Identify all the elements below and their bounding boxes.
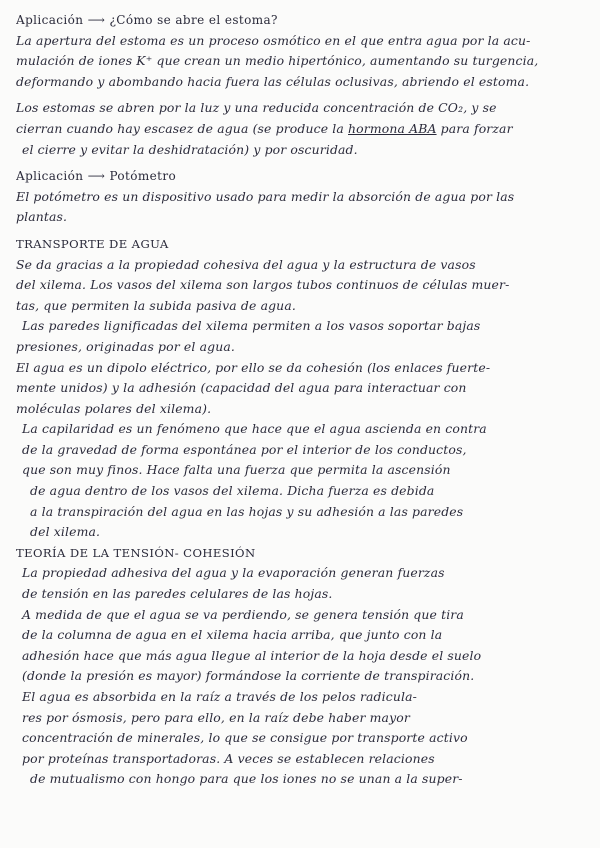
text-line: del xilema. bbox=[30, 524, 101, 540]
text-line: Los estomas se abren por la luz y una reducida concentración de CO₂, y se bbox=[16, 100, 497, 116]
text-line: deformando y abombando hacia fuera las células oclusivas, abriendo el estoma. bbox=[16, 73, 530, 89]
section-heading: Aplicación ⟶ Potómetro bbox=[16, 169, 177, 184]
text-line: de la columna de agua en el xilema hacia arriba, que junto con la bbox=[22, 627, 443, 643]
text-line: del xilema. Los vasos del xilema son largos tubos continuos de células muer- bbox=[16, 277, 510, 293]
section-heading: Aplicación ⟶ ¿Cómo se abre el estoma? bbox=[16, 13, 278, 27]
section-heading: TEORÍA DE LA TENSIÓN- COHESIÓN bbox=[16, 545, 256, 560]
text-line: A medida de que el agua se va perdiendo, se genera tensión que tira bbox=[22, 606, 464, 622]
text-line: (donde la presión es mayor) formándose la corriente de transpiración. bbox=[22, 668, 475, 684]
text-line: Las paredes lignificadas del xilema permiten a los vasos soportar bajas bbox=[22, 318, 481, 334]
text-line: de mutualismo con hongo para que los iones no se unan a la super- bbox=[30, 771, 463, 787]
text-line: concentración de minerales, lo que se consigue por transporte activo bbox=[22, 730, 468, 746]
text-line: de tensión en las paredes celulares de las hojas. bbox=[22, 586, 333, 602]
text-line: Se da gracias a la propiedad cohesiva del agua y la estructura de vasos bbox=[16, 256, 476, 272]
text-line: de la gravedad de forma espontánea por el interior de los conductos, bbox=[22, 441, 467, 457]
text-line: adhesión hace que más agua llegue al interior de la hoja desde el suelo bbox=[22, 647, 482, 663]
text-line: La propiedad adhesiva del agua y la evaporación generan fuerzas bbox=[22, 565, 445, 581]
text-line: moléculas polares del xilema). bbox=[16, 400, 212, 416]
text-line: La apertura del estoma es un proceso osmótico en el que entra agua por la acu- bbox=[16, 32, 531, 48]
text-line: mulación de iones K⁺ que crean un medio hipertónico, aumentando su turgencia, bbox=[16, 53, 539, 69]
text-line: el cierre y evitar la deshidratación) y por oscuridad. bbox=[22, 141, 358, 157]
text-line: res por ósmosis, pero para ello, en la raíz debe haber mayor bbox=[22, 709, 410, 725]
text-line: por proteínas transportadoras. A veces se establecen relaciones bbox=[22, 750, 435, 766]
text-line: cierran cuando hay escasez de agua (se produce la hormona ABA para forzar bbox=[16, 120, 513, 136]
text-line: presiones, originadas por el agua. bbox=[16, 338, 235, 354]
text-line: El agua es absorbida en la raíz a través de los pelos radicula- bbox=[22, 689, 417, 704]
text-line: que son muy finos. Hace falta una fuerza que permita la ascensión bbox=[22, 462, 451, 478]
text-line: mente unidos) y la adhesión (capacidad del agua para interactuar con bbox=[16, 380, 467, 396]
text-line: plantas. bbox=[16, 209, 68, 225]
text-line: El potómetro es un dispositivo usado para medir la absorción de agua por las bbox=[16, 188, 515, 204]
text-line: a la transpiración del agua en las hojas y su adhesión a las paredes bbox=[30, 503, 464, 519]
text-line: El agua es un dipolo eléctrico, por ello se da cohesión (los enlaces fuerte- bbox=[16, 359, 491, 375]
text-line: tas, que permiten la subida pasiva de agua. bbox=[16, 297, 296, 313]
text-line: de agua dentro de los vasos del xilema. Dicha fuerza es debida bbox=[30, 483, 435, 499]
text-line: La capilaridad es un fenómeno que hace que el agua ascienda en contra bbox=[22, 421, 487, 437]
underlined-term: hormona ABA bbox=[348, 120, 437, 136]
section-heading: TRANSPORTE DE AGUA bbox=[16, 236, 169, 251]
